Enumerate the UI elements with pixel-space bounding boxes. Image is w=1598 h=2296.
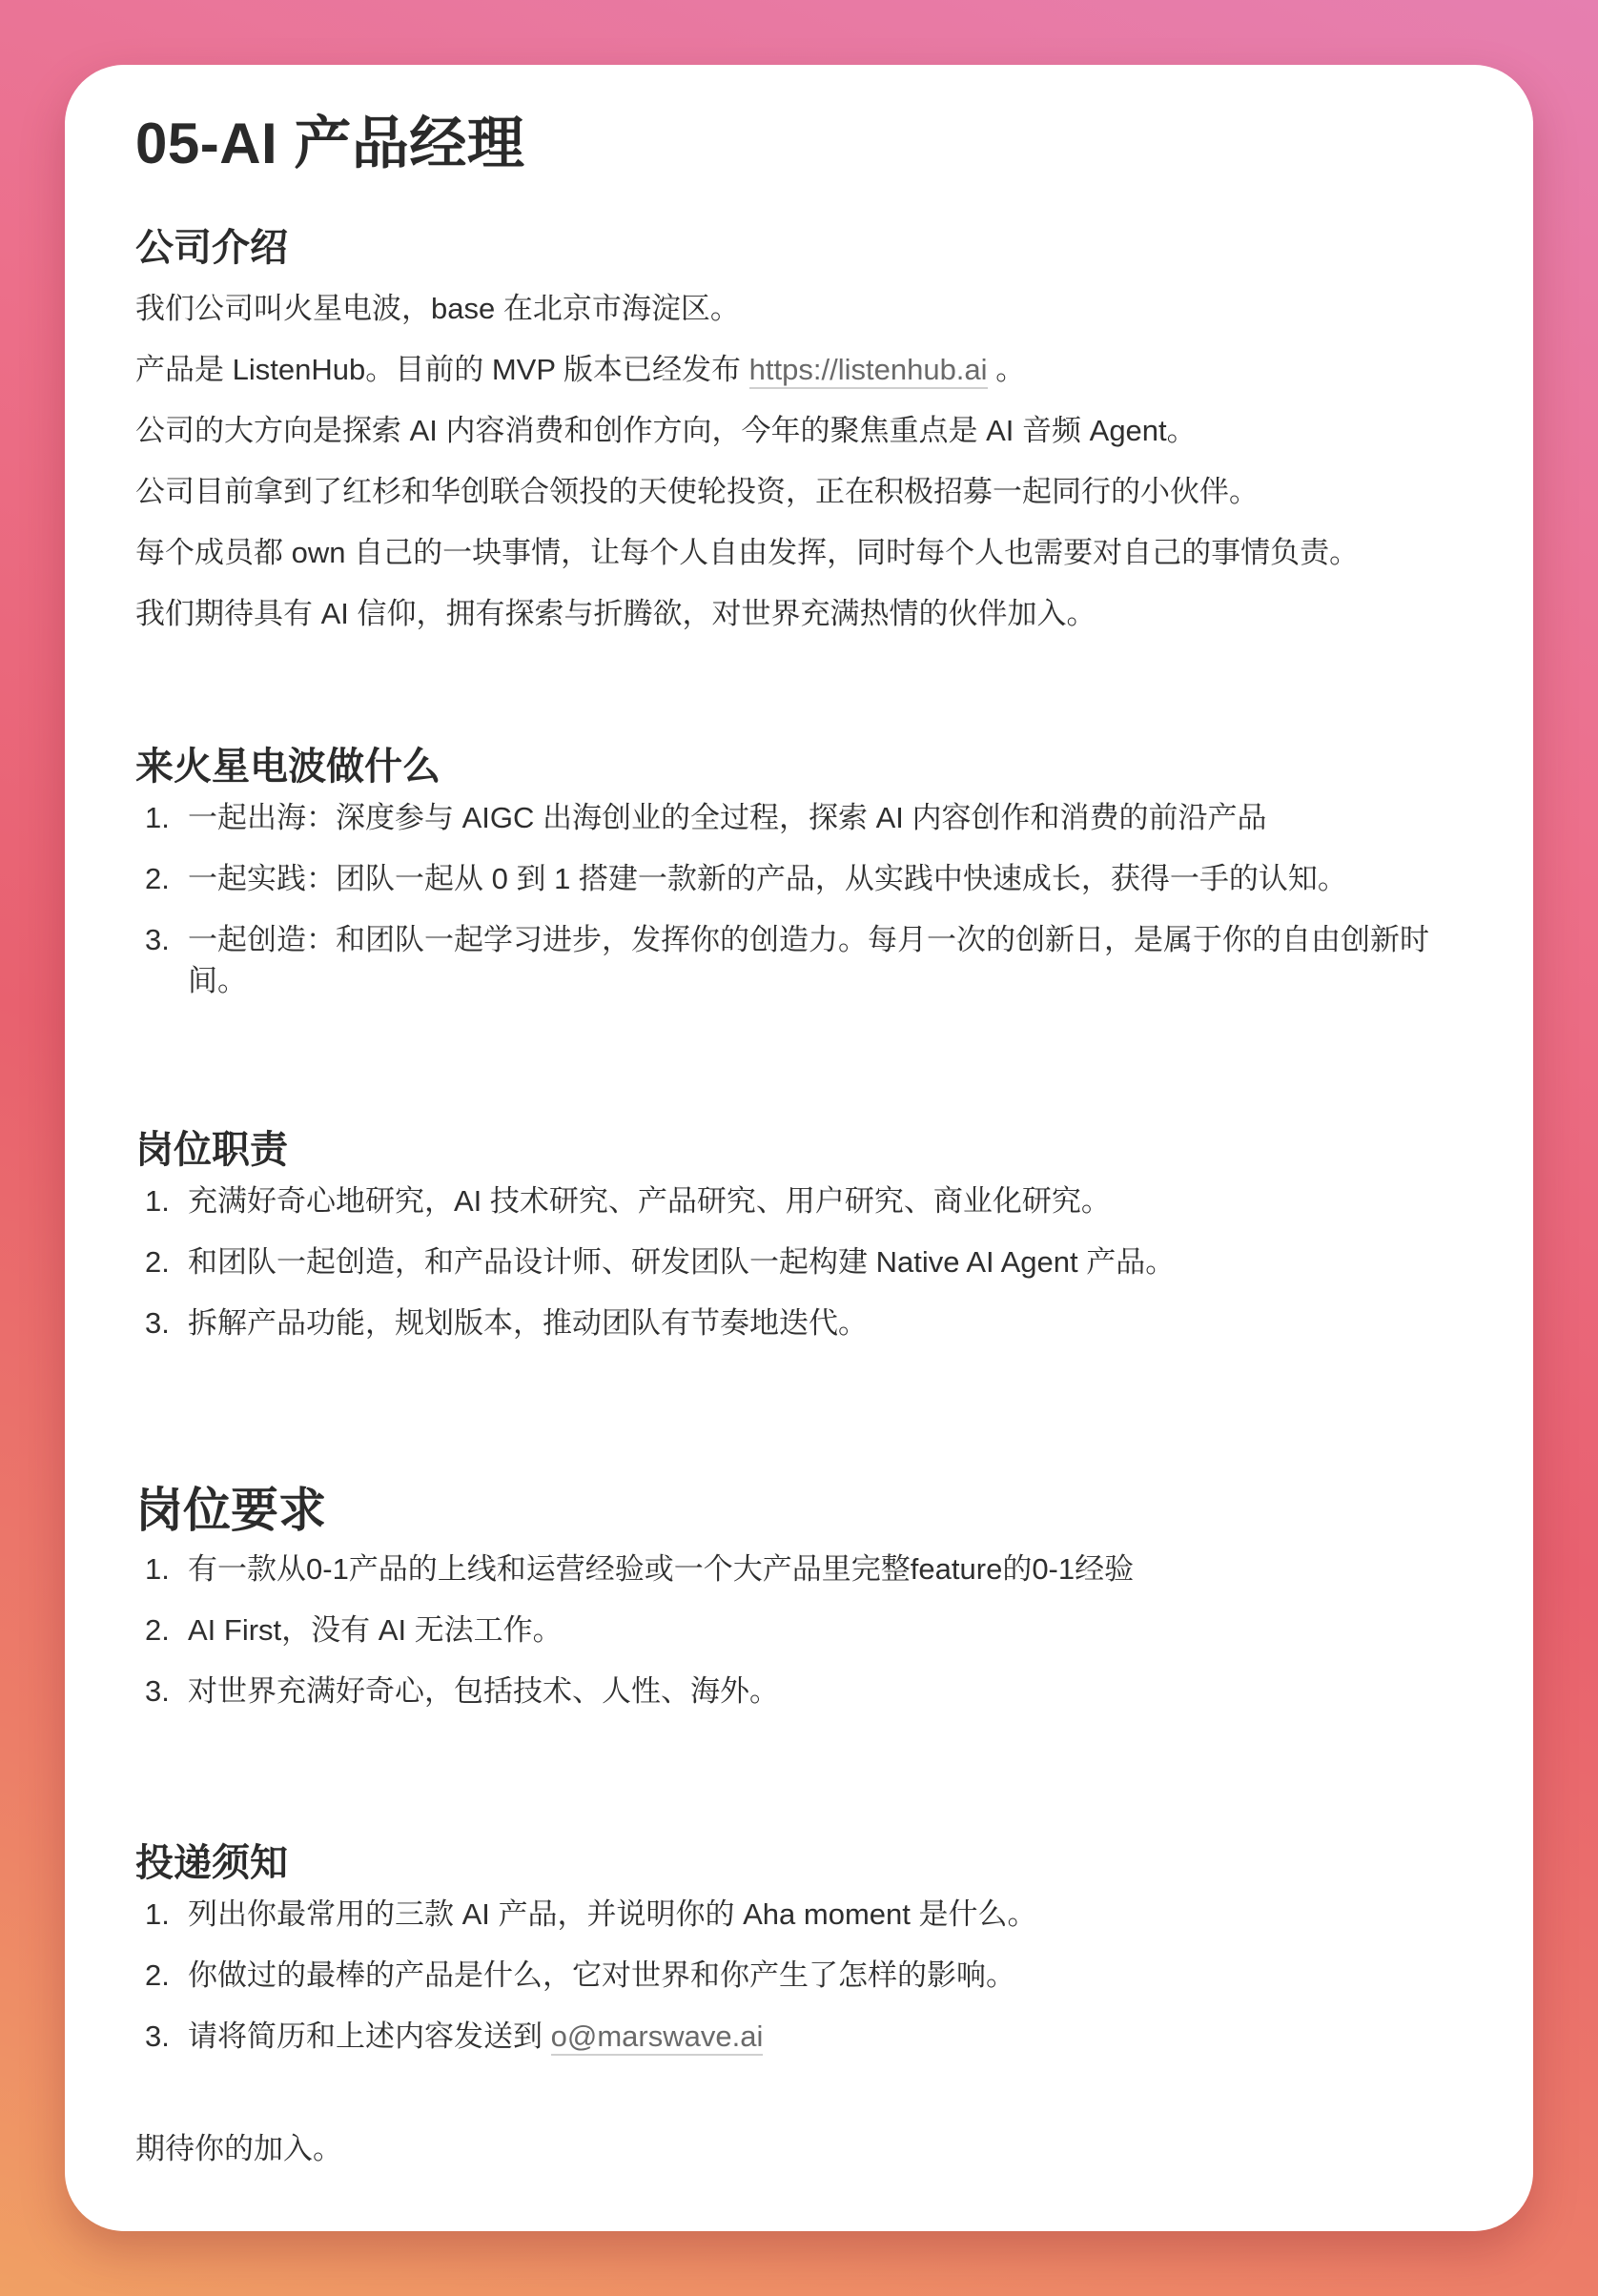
list-text: 有一款从0-1产品的上线和运营经验或一个大产品里完整feature的0-1经验 bbox=[188, 1552, 1135, 1586]
intro-paragraph: 公司目前拿到了红杉和华创联合领投的天使轮投资，正在积极招募一起同行的小伙伴。 bbox=[135, 475, 1259, 508]
heading-how-to-apply: 投递须知 bbox=[135, 1842, 288, 1884]
section-why-join bbox=[135, 738, 1470, 1021]
section-company-intro bbox=[135, 219, 1470, 645]
section-requirements bbox=[135, 1476, 1470, 1732]
heading-company-intro: 公司介绍 bbox=[135, 227, 288, 269]
heading-duties: 岗位职责 bbox=[135, 1129, 288, 1171]
list-text: 一起出海：深度参与 AIGC 出海创业的全过程，探索 AI 内容创作和消费的前沿产品 bbox=[188, 801, 1267, 834]
closing-text: 期待你的加入。 bbox=[135, 2132, 342, 2165]
list-number: 3. bbox=[145, 1306, 170, 1340]
heading-why-join: 来火星电波做什么 bbox=[135, 746, 440, 788]
list-text: 一起创造：和团队一起学习进步，发挥你的创造力。每月一次的创新日，是属于你的自由创新时间。 bbox=[188, 923, 1429, 997]
intro-paragraph: 每个成员都 own 自己的一块事情，让每个人自由发挥，同时每个人也需要对自己的事情负责。 bbox=[135, 536, 1360, 569]
list-number: 1. bbox=[145, 1184, 170, 1218]
duties-list bbox=[135, 1180, 1470, 1343]
intro-paragraph bbox=[135, 339, 1470, 400]
job-card bbox=[65, 65, 1533, 2231]
list-item bbox=[135, 1955, 1470, 1996]
list-text: 和团队一起创造，和产品设计师、研发团队一起构建 Native AI Agent 产品。 bbox=[188, 1245, 1176, 1279]
list-item bbox=[135, 797, 1470, 838]
list-item bbox=[135, 858, 1470, 899]
list-number: 1. bbox=[145, 1552, 170, 1586]
list-text: 对世界充满好奇心，包括技术、人性、海外。 bbox=[188, 1674, 779, 1708]
list-number: 3. bbox=[145, 923, 170, 956]
list-item bbox=[135, 1671, 1470, 1712]
intro-paragraph: 我们期待具有 AI 信仰，拥有探索与折腾欲，对世界充满热情的伙伴加入。 bbox=[135, 597, 1096, 630]
list-number: 2. bbox=[145, 1245, 170, 1279]
list-text: 请将简历和上述内容发送到 bbox=[188, 2019, 543, 2053]
list-item bbox=[135, 1302, 1470, 1343]
list-number: 2. bbox=[145, 1613, 170, 1647]
list-item bbox=[135, 1548, 1470, 1589]
list-number: 3. bbox=[145, 1674, 170, 1708]
list-item bbox=[135, 2016, 1470, 2057]
list-number: 3. bbox=[145, 2019, 170, 2053]
list-number: 1. bbox=[145, 801, 170, 834]
intro-paragraph: 公司的大方向是探索 AI 内容消费和创作方向，今年的聚焦重点是 AI 音频 Agent。 bbox=[135, 414, 1197, 447]
list-item bbox=[135, 1609, 1470, 1650]
list-number: 2. bbox=[145, 862, 170, 895]
list-item bbox=[135, 1894, 1470, 1935]
list-text: 你做过的最棒的产品是什么，它对世界和你产生了怎样的影响。 bbox=[188, 1958, 1015, 1992]
list-text: 一起实践：团队一起从 0 到 1 搭建一款新的产品，从实践中快速成长，获得一手的认知。 bbox=[188, 862, 1347, 895]
section-duties bbox=[135, 1121, 1470, 1363]
heading-requirements: 岗位要求 bbox=[135, 1484, 326, 1537]
list-number: 1. bbox=[145, 1897, 170, 1931]
intro-text: 产品是 ListenHub。目前的 MVP 版本已经发布 bbox=[135, 353, 742, 386]
why-list bbox=[135, 797, 1470, 1001]
list-item bbox=[135, 919, 1470, 1001]
list-number: 2. bbox=[145, 1958, 170, 1992]
listenhub-link[interactable]: https://listenhub.ai bbox=[749, 353, 988, 389]
list-text: 充满好奇心地研究，AI 技术研究、产品研究、用户研究、商业化研究。 bbox=[188, 1184, 1111, 1218]
list-text: 列出你最常用的三款 AI 产品，并说明你的 Aha moment 是什么。 bbox=[188, 1897, 1037, 1931]
list-text: 拆解产品功能，规划版本，推动团队有节奏地迭代。 bbox=[188, 1306, 868, 1340]
intro-paragraph: 我们公司叫火星电波，base 在北京市海淀区。 bbox=[135, 292, 740, 325]
requirements-list bbox=[135, 1548, 1470, 1712]
apply-list bbox=[135, 1894, 1470, 2057]
list-text: AI First，没有 AI 无法工作。 bbox=[188, 1613, 563, 1647]
intro-text: 。 bbox=[995, 353, 1026, 386]
list-item bbox=[135, 1241, 1470, 1282]
page-title: 05-AI 产品经理 bbox=[135, 112, 525, 175]
email-link[interactable]: o@marswave.ai bbox=[551, 2019, 764, 2056]
section-how-to-apply bbox=[135, 1835, 1470, 2077]
list-item bbox=[135, 1180, 1470, 1221]
